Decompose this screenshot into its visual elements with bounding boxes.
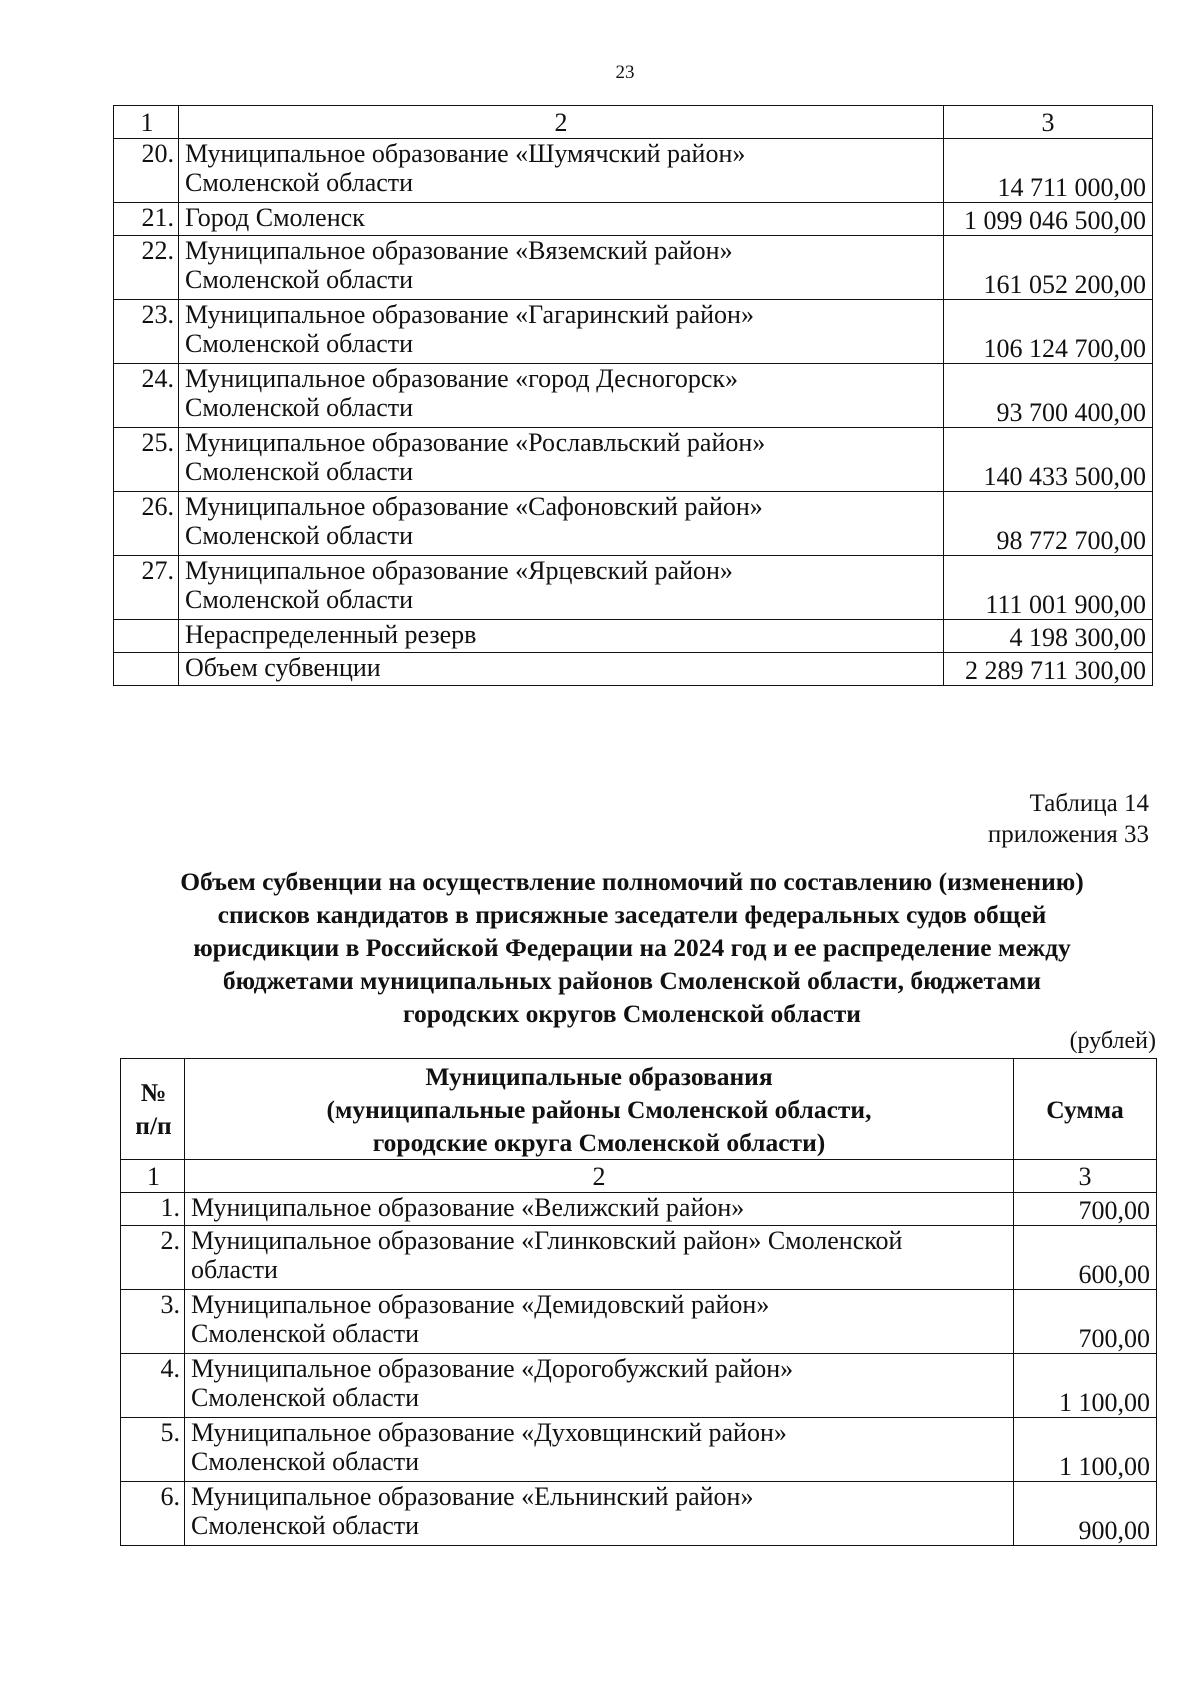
row-sum: 1 100,00 [1014,1354,1157,1418]
row-name-line2: Смоленской области [185,521,414,550]
row-name [185,1290,1014,1354]
row-name-line2: Смоленской области [191,1447,420,1476]
row-name-line1: Муниципальное образование «Дорогобужский район» [191,1354,794,1383]
table-row [114,492,1153,556]
juror-subvention-table [120,1058,1157,1546]
row-sum: 93 700 400,00 [944,364,1153,428]
row-number: 4. [121,1354,185,1418]
row-name-line2: Смоленской области [185,265,414,294]
row-name-line2: Смоленской области [185,393,414,422]
row-name-line1: Муниципальное образование «Духовщинский район» [191,1418,787,1447]
row-number: 27. [114,556,179,620]
row-sum: 1 100,00 [1014,1418,1157,1482]
row-sum: 4 198 300,00 [944,620,1153,653]
col-number-2: 2 [185,1160,1014,1193]
table-column-numbers [121,1160,1157,1193]
table-row [121,1482,1157,1546]
title-line2: списков кандидатов в присяжные заседатели федеральных судов общей [217,900,1047,929]
header-number [121,1059,185,1160]
row-name-line1: Объем субвенции [185,653,381,682]
row-sum: 161 052 200,00 [944,236,1153,300]
col-number-1: 1 [121,1160,185,1193]
row-name-line2: Смоленской области [185,457,414,486]
row-sum: 98 772 700,00 [944,492,1153,556]
row-number: 1. [121,1193,185,1226]
header-number-line1: № [140,1078,167,1107]
row-name-line1: Муниципальное образование «Вяземский район» [185,236,733,265]
title-line1: Объем субвенции на осуществление полномочий по составлению (изменению) [180,867,1084,896]
header-municipality-line1: Муниципальные образования [425,1061,773,1091]
row-name-line1: Муниципальное образование «Ельнинский район» [191,1482,754,1511]
subvention-table-continuation [113,105,1153,686]
row-name [179,203,944,236]
header-municipality [185,1059,1014,1160]
caption-appendix-label: приложения 33 [987,821,1149,848]
row-sum: 700,00 [1014,1193,1157,1226]
table-row [121,1290,1157,1354]
row-name-line1: Муниципальное образование «Сафоновский район» [185,492,763,521]
row-name [179,236,944,300]
row-name-line1: Муниципальное образование «Велижский район» [191,1193,745,1222]
header-sum: Сумма [1014,1059,1157,1160]
row-sum: 2 289 711 300,00 [944,653,1153,686]
row-sum: 600,00 [1014,1226,1157,1290]
table-row [114,300,1153,364]
row-name-line1: Нераспределенный резерв [185,620,477,649]
table-row [114,556,1153,620]
row-name-line2: Смоленской области [191,1319,420,1348]
row-number [114,653,179,686]
col-number-2: 2 [179,106,944,139]
row-name [185,1354,1014,1418]
row-name [179,300,944,364]
header-municipality-line3: городские округа Смоленской области) [372,1127,826,1157]
col-number-1: 1 [114,106,179,139]
row-sum: 140 433 500,00 [944,428,1153,492]
row-name-line2: Смоленской области [185,585,414,614]
row-name [179,556,944,620]
row-sum: 700,00 [1014,1290,1157,1354]
table-row-reserve [114,620,1153,653]
row-name-line1: Муниципальное образование «Гагаринский район» [185,300,754,329]
header-number-line2: п/п [135,1111,172,1140]
row-sum: 106 124 700,00 [944,300,1153,364]
row-name [185,1482,1014,1546]
row-name [185,1418,1014,1482]
row-name-line2: области [191,1255,278,1284]
row-number: 21. [114,203,179,236]
row-name [179,492,944,556]
row-name [179,139,944,203]
row-name-line1: Муниципальное образование «Ярцевский район» [185,556,733,585]
col-number-3: 3 [1014,1160,1157,1193]
row-name-line1: Муниципальное образование «Глинковский район» Смоленской [191,1226,903,1255]
row-number: 2. [121,1226,185,1290]
row-name-line2: Смоленской области [185,168,414,197]
row-name [179,653,944,686]
row-number: 22. [114,236,179,300]
table-row-total [114,653,1153,686]
table-row [114,236,1153,300]
table-row [114,139,1153,203]
row-name-line2: Смоленской области [191,1511,420,1540]
row-name-line1: Муниципальное образование «Шумячский район» [185,139,746,168]
table-row [114,364,1153,428]
row-name [179,428,944,492]
row-number: 24. [114,364,179,428]
row-number: 26. [114,492,179,556]
title-line5: городских округов Смоленской области [403,999,861,1028]
row-name-line1: Муниципальное образование «город Десногорск» [185,364,739,393]
row-name-line2: Смоленской области [191,1383,420,1412]
row-name-line1: Город Смоленск [185,203,365,232]
table-column-numbers [114,106,1153,139]
col-number-3: 3 [944,106,1153,139]
table-caption [988,788,1149,850]
title-line4: бюджетами муниципальных районов Смоленской области, бюджетами [222,966,1042,995]
page-number: 23 [615,62,635,83]
table-row [114,428,1153,492]
table-row [121,1418,1157,1482]
row-number: 25. [114,428,179,492]
row-name [179,620,944,653]
title-line3: юрисдикции в Российской Федерации на 2024 год и ее распределение между [193,933,1071,962]
row-number: 20. [114,139,179,203]
row-name [185,1226,1014,1290]
row-sum: 1 099 046 500,00 [944,203,1153,236]
row-name-line2: Смоленской области [185,329,414,358]
table-row [121,1354,1157,1418]
row-number: 5. [121,1418,185,1482]
row-sum: 900,00 [1014,1482,1157,1546]
caption-table-label: Таблица 14 [1029,790,1149,817]
table-title [112,865,1152,1030]
header-municipality-line2: (муниципальные районы Смоленской области, [326,1094,872,1124]
row-sum: 14 711 000,00 [944,139,1153,203]
row-name-line1: Муниципальное образование «Рославльский район» [185,428,766,457]
table-header-row [121,1059,1157,1160]
row-name [179,364,944,428]
table-row [121,1193,1157,1226]
units-label: (рублей) [1069,1028,1156,1054]
row-sum: 111 001 900,00 [944,556,1153,620]
row-name-line1: Муниципальное образование «Демидовский район» [191,1290,770,1319]
row-name [185,1193,1014,1226]
table-row [121,1226,1157,1290]
row-number: 6. [121,1482,185,1546]
row-number: 3. [121,1290,185,1354]
row-number [114,620,179,653]
row-number: 23. [114,300,179,364]
table-row [114,203,1153,236]
